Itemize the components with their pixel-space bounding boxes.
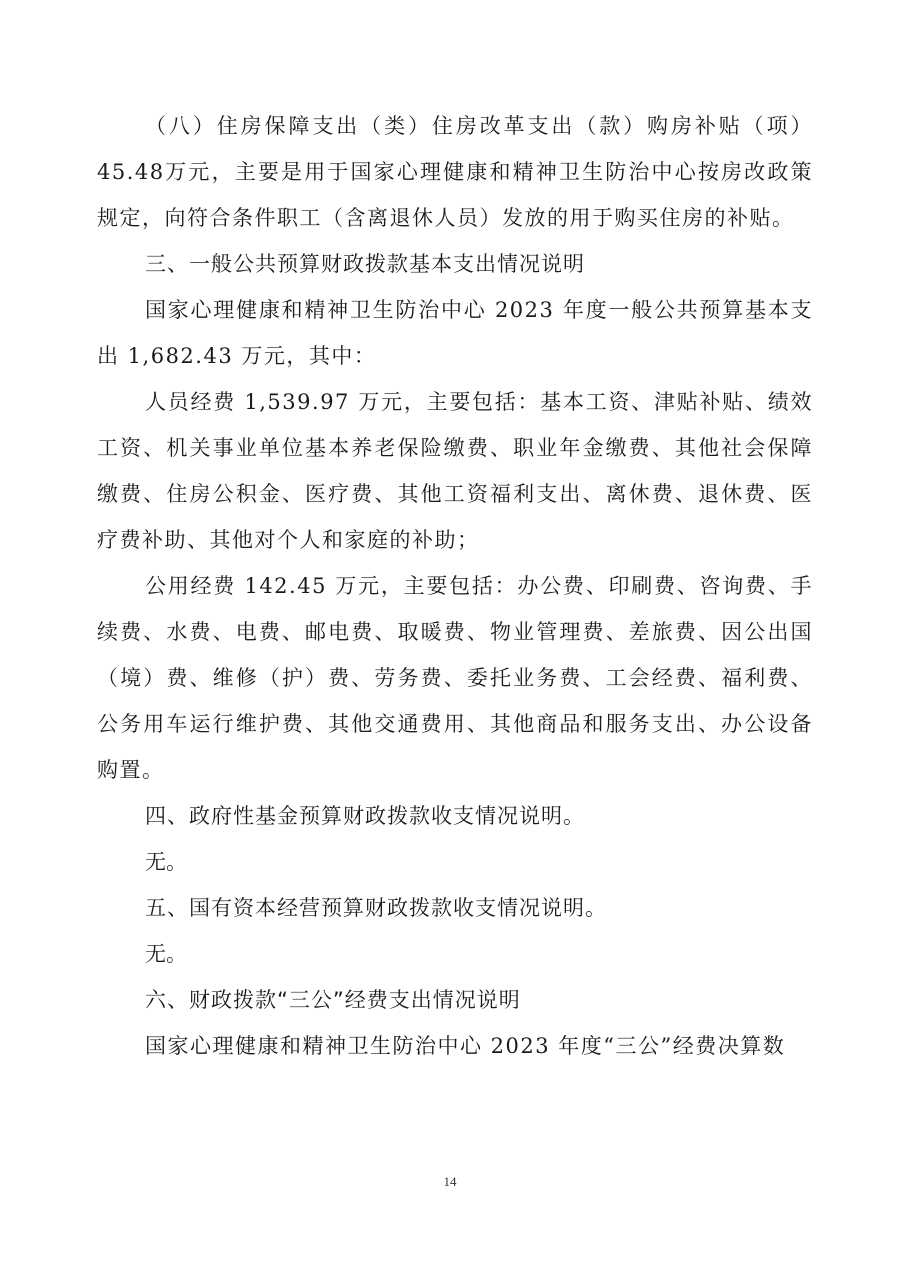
personnel-expenses-paragraph: 人员经费 1,539.97 万元，主要包括：基本工资、津贴补贴、绩效工资、机关事业单位基本养老保险缴费、职业年金缴费、其他社会保障缴费、住房公积金、医疗费、其他工资福利支出、离休费、退休费、医疗费补助、其他对个人和家庭的补助； <box>97 390 813 552</box>
section-4-heading: 四、政府性基金预算财政拨款收支情况说明。 <box>145 804 585 828</box>
public-expenses-paragraph: 公用经费 142.45 万元，主要包括：办公费、印刷费、咨询费、手续费、水费、电费、邮电费、取暖费、物业管理费、差旅费、因公出国（境）费、维修（护）费、劳务费、委托业务费、工会经费、福利费、公务用车运行维护费、其他交通费用、其他商品和服务支出、办公设备购置。 <box>97 574 813 782</box>
basic-expenditure-summary: 国家心理健康和精神卫生防治中心 2023 年度一般公共预算基本支出 1,682.43 万元，其中： <box>97 298 813 368</box>
section-5-heading: 五、国有资本经营预算财政拨款收支情况说明。 <box>145 896 607 920</box>
section-3-heading: 三、一般公共预算财政拨款基本支出情况说明 <box>145 252 585 276</box>
section-4-none: 无。 <box>145 850 187 874</box>
page-number: 14 <box>443 1174 457 1189</box>
three-public-expenses-paragraph: 国家心理健康和精神卫生防治中心 2023 年度“三公”经费决算数 <box>145 1034 786 1058</box>
section-5-none: 无。 <box>145 942 187 966</box>
housing-subsidy-paragraph: （八）住房保障支出（类）住房改革支出（款）购房补贴（项）45.48万元，主要是用于国家心理健康和精神卫生防治中心按房改政策规定，向符合条件职工（含离退休人员）发放的用于购买住房的补贴。 <box>97 114 813 230</box>
section-6-heading: 六、财政拨款“三公”经费支出情况说明 <box>145 988 521 1012</box>
document-body <box>97 103 813 1069</box>
